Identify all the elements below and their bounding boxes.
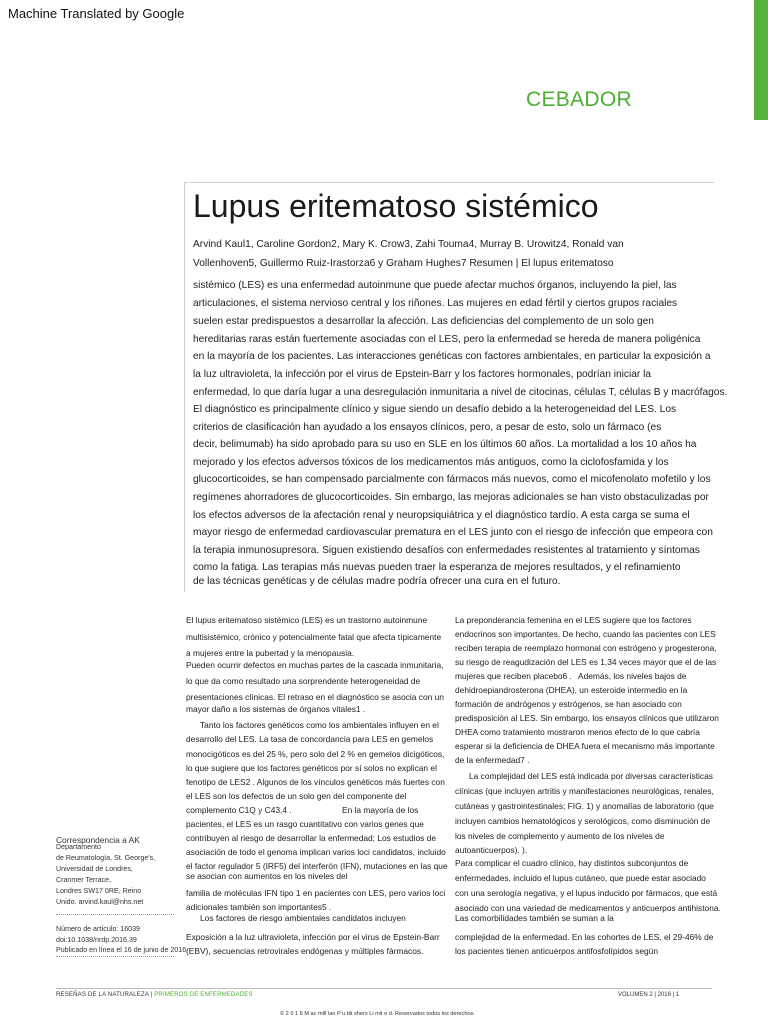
body-line: lo que sugiere que los factores genéticos por sí solos no explican el: [186, 763, 437, 773]
address-line: de Reumatología, St. George's,: [56, 854, 156, 862]
body-line: desarrollo del LES. La tasa de concordancia para LES en gemelos: [186, 734, 434, 744]
body-line: predisposición al LES. Sin embargo, los ensayos clínicos que utilizaron: [455, 713, 719, 723]
body-line: los niveles de complemento y aumento de los niveles de: [455, 831, 665, 841]
abstract-line: enfermedad, lo que daría lugar a una desregulación inmunitaria a nivel de citocinas, células T, células B y macrófagos.: [193, 387, 728, 398]
journal-name: RESEÑAS DE LA NATURALEZA |: [56, 992, 153, 998]
body-line: autoanticuerpos). ).: [455, 845, 528, 855]
body-line: complemento C1Q y C43,4 .: [186, 805, 292, 815]
body-line: cutáneas y gastrointestinales; FIG. 1) y anomalías de laboratorio (que: [455, 801, 714, 811]
abstract-line: de las técnicas genéticas y de células madre podría ofrecer una cura en el futuro.: [193, 576, 561, 587]
abstract-line: sistémico (LES) es una enfermedad autoinmune que puede afectar muchos órganos, incluyendo la piel, las: [193, 280, 677, 291]
body-line: esperar si la deficiencia de DHEA fuera el mecanismo más importante: [455, 741, 715, 751]
body-line: el factor regulador 5 (IRF5) del interferón (IFN), mutaciones en las que: [186, 861, 448, 871]
body-line: formación de andrógenos y estrógenos, se han asociado con: [455, 699, 682, 709]
address-line: Londres SW17 0RE, Reino: [56, 887, 142, 895]
journal-section: PRIMEROS DE ENFERMEDADES: [154, 992, 253, 998]
body-line: contribuyen al riesgo de desarrollar la enfermedad; Los estudios de: [186, 833, 437, 843]
body-line: incluyen cambios hematológicos y serológicos, como disminución de: [455, 816, 711, 826]
body-line: DHEA como tratamiento mostraron menos efecto de lo que cabría: [455, 727, 700, 737]
body-line: adicionales también son importantes5 .: [186, 902, 332, 912]
body-line: Pueden ocurrir defectos en muchas partes de la cascada inmunitaria,: [186, 660, 444, 670]
address-line: Cranmer Terrace,: [56, 876, 112, 884]
body-line: asociación de todo el genoma implican varios loci candidatos, incluido: [186, 847, 446, 857]
body-line: monocigóticos es del 25 %, pero solo del 2 % en gemelos dicigóticos,: [186, 749, 445, 759]
address-line: Unido. arvind.kaul@nhs.net: [56, 898, 144, 906]
sidebar-divider: [56, 956, 174, 957]
body-line: complejidad de la enfermedad. En las cohortes de LES, el 29-46% de: [455, 932, 714, 942]
article-title: Lupus eritematoso sistémico: [193, 188, 599, 224]
address-line: Universidad de Londres,: [56, 865, 133, 873]
address-line: Departamento: [56, 843, 101, 851]
section-label: CEBADOR: [526, 88, 632, 111]
section-color-bar: [754, 0, 768, 120]
body-line: de la enfermedad7 .: [455, 755, 530, 765]
abstract-line: los efectos adversos de la afectación renal y neuropsiquiátrica y el diagnóstico tardío. A esta carga se suma el: [193, 510, 690, 521]
body-line: (EBV), secuencias retrovirales endógenas y múltiples fármacos.: [186, 946, 424, 956]
title-divider: [184, 182, 714, 183]
footer-divider: [56, 988, 712, 989]
abstract-line: decir, belimumab) ha sido aprobado para su uso en SLE en los últimos 60 años. La mortalidad a los 10 años ha: [193, 439, 697, 450]
body-line: Además, los niveles bajos de: [578, 671, 687, 681]
author-line: Arvind Kaul1, Caroline Gordon2, Mary K. Crow3, Zahi Touma4, Murray B. Urowitz4, Ronald van: [193, 239, 624, 250]
body-line: fenotipo de LES2 . Algunos de los vínculos genéticos más fuertes con: [186, 777, 445, 787]
abstract-line: la luz ultravioleta, la infección por el virus de Epstein-Barr y los factores hormonales, podrían iniciar la: [193, 369, 652, 380]
body-line: pacientes, el LES es un rasgo cuantitativo con varios genes que: [186, 819, 424, 829]
author-line: Vollenhoven5, Guillermo Ruiz-Irastorza6 y Graham Hughes7 Resumen | El lupus eritematoso: [193, 258, 614, 269]
abstract-line: en la mayoría de los pacientes. Las interacciones genéticas con factores ambientales, en particular la exposición a: [193, 351, 711, 362]
correspondence-label: Correspondencia a AK: [56, 835, 140, 845]
body-line: los pacientes tienen anticuerpos antifosfolípidos según: [455, 946, 658, 956]
body-line: enfermedades, incluido el lupus cutáneo, que puede estar asociado: [455, 873, 706, 883]
body-line: Los factores de riesgo ambientales candidatos incluyen: [200, 913, 406, 923]
body-line: mujeres que reciben placebo6 .: [455, 671, 572, 681]
body-line: lo que da como resultado una sorprendente heterogeneidad de: [186, 676, 421, 686]
doi-link[interactable]: doi:10.1038/nrdp.2016.39: [56, 936, 137, 944]
abstract-line: articulaciones, el sistema nervioso central y los riñones. Las mujeres en edad fértil y ciertos grupos raciales: [193, 298, 678, 309]
copyright-notice: © 2 0 1 6 M ac mill lan P u bli shers Li mit e d. Reservados todos los derechos.: [280, 1011, 475, 1017]
abstract-line: como la fatiga. Las terapias más nuevas pueden traer la esperanza de mejores resultados, y el refinamiento: [193, 562, 681, 573]
body-line: multisistémico, crónico y potencialmente fatal que afecta típicamente: [186, 632, 442, 642]
body-line: clínicas (que incluyen artritis y manifestaciones neurológicas, renales,: [455, 786, 714, 796]
abstract-line: glucocorticoides, se han compensado parcialmente con fármacos más nuevos, como el micofenolato mofetilo y los: [193, 474, 711, 485]
body-line: endocrinos son importantes. De hecho, cuando las pacientes con LES: [455, 629, 716, 639]
body-line: La preponderancia femenina en el LES sugiere que los factores: [455, 615, 692, 625]
body-line: Exposición a la luz ultravioleta, infección por el virus de Epstein-Barr: [186, 932, 440, 942]
body-line: su riesgo de reagudización del LES es 1,34 veces mayor que el de las: [455, 657, 717, 667]
body-line: Para complicar el cuadro clínico, hay distintos subconjuntos de: [455, 858, 689, 868]
sidebar-divider: [56, 914, 174, 915]
body-line: el LES son los defectos de un solo gen del componente del: [186, 791, 407, 801]
body-line: Las comorbilidades también se suman a la: [455, 913, 614, 923]
body-line: se asocian con aumentos en los niveles del: [186, 871, 348, 881]
body-line: asociado con una variedad de medicamentos y anticuerpos antihistona.: [455, 903, 721, 913]
body-line: dehidroepiandrosterona (DHEA), un esteroide intermedio en la: [455, 685, 688, 695]
abstract-line: mayor riesgo de enfermedad cardiovascular prematura en el LES junto con el riesgo de infección que empeora con: [193, 527, 713, 538]
body-line: Tanto los factores genéticos como los ambientales influyen en el: [200, 720, 439, 730]
abstract-line: suelen estar predispuestos a desarrollar la afección. Las deficiencias del complemento de un solo gen: [193, 316, 654, 327]
body-line: El lupus eritematoso sistémico (LES) es un trastorno autoinmune: [186, 615, 428, 625]
body-line: presentaciones clínicas. El retraso en el diagnóstico se asocia con un: [186, 692, 444, 702]
body-line: reciben terapia de reemplazo hormonal con estrógeno y progesterona,: [455, 643, 717, 653]
abstract-line: regímenes ahorradores de glucocorticoides. Sin embargo, las mejoras adicionales se han visto obstaculizadas por: [193, 492, 709, 503]
abstract-line: criterios de clasificación han ayudado a los ensayos clínicos, pero, a pesar de esto, solo un fármaco (es: [193, 422, 662, 433]
footer-journal: [56, 992, 253, 998]
article-number: Número de artículo: 16039: [56, 925, 140, 933]
abstract-line: la terapia inmunosupresora. Siguen existiendo desafíos con enfermedades resistentes al tratamiento y síntomas: [193, 545, 700, 556]
abstract-line: mejorado y los efectos adversos tóxicos de los medicamentos más antiguos, como la ciclofosfamida y los: [193, 457, 669, 468]
body-line: a mujeres entre la pubertad y la menopausia.: [186, 648, 355, 658]
publication-date: Publicado en línea el 16 de junio de 2016: [56, 946, 187, 954]
body-line: con una serología negativa, y el lupus inducido por fármacos, que está: [455, 888, 718, 898]
footer-volume: VOLUMEN 2 | 2016 | 1: [618, 992, 680, 998]
abstract-side-rule: [184, 182, 185, 592]
body-line: La complejidad del LES está indicada por diversas características: [469, 771, 713, 781]
body-line: familia de moléculas IFN tipo 1 en pacientes con LES, pero varios loci: [186, 888, 446, 898]
body-line: mayor daño a los sistemas de órganos vitales1 .: [186, 704, 366, 714]
abstract-line: hereditarias raras están fuertemente asociadas con el LES, pero la enfermedad se hereda de manera poligénica: [193, 334, 701, 345]
machine-translation-banner: Machine Translated by Google: [8, 6, 185, 21]
abstract-line: El diagnóstico es principalmente clínico y sigue siendo un desafío debido a la heterogeneidad del LES. Los: [193, 404, 677, 415]
body-line: En la mayoría de los: [342, 805, 419, 815]
